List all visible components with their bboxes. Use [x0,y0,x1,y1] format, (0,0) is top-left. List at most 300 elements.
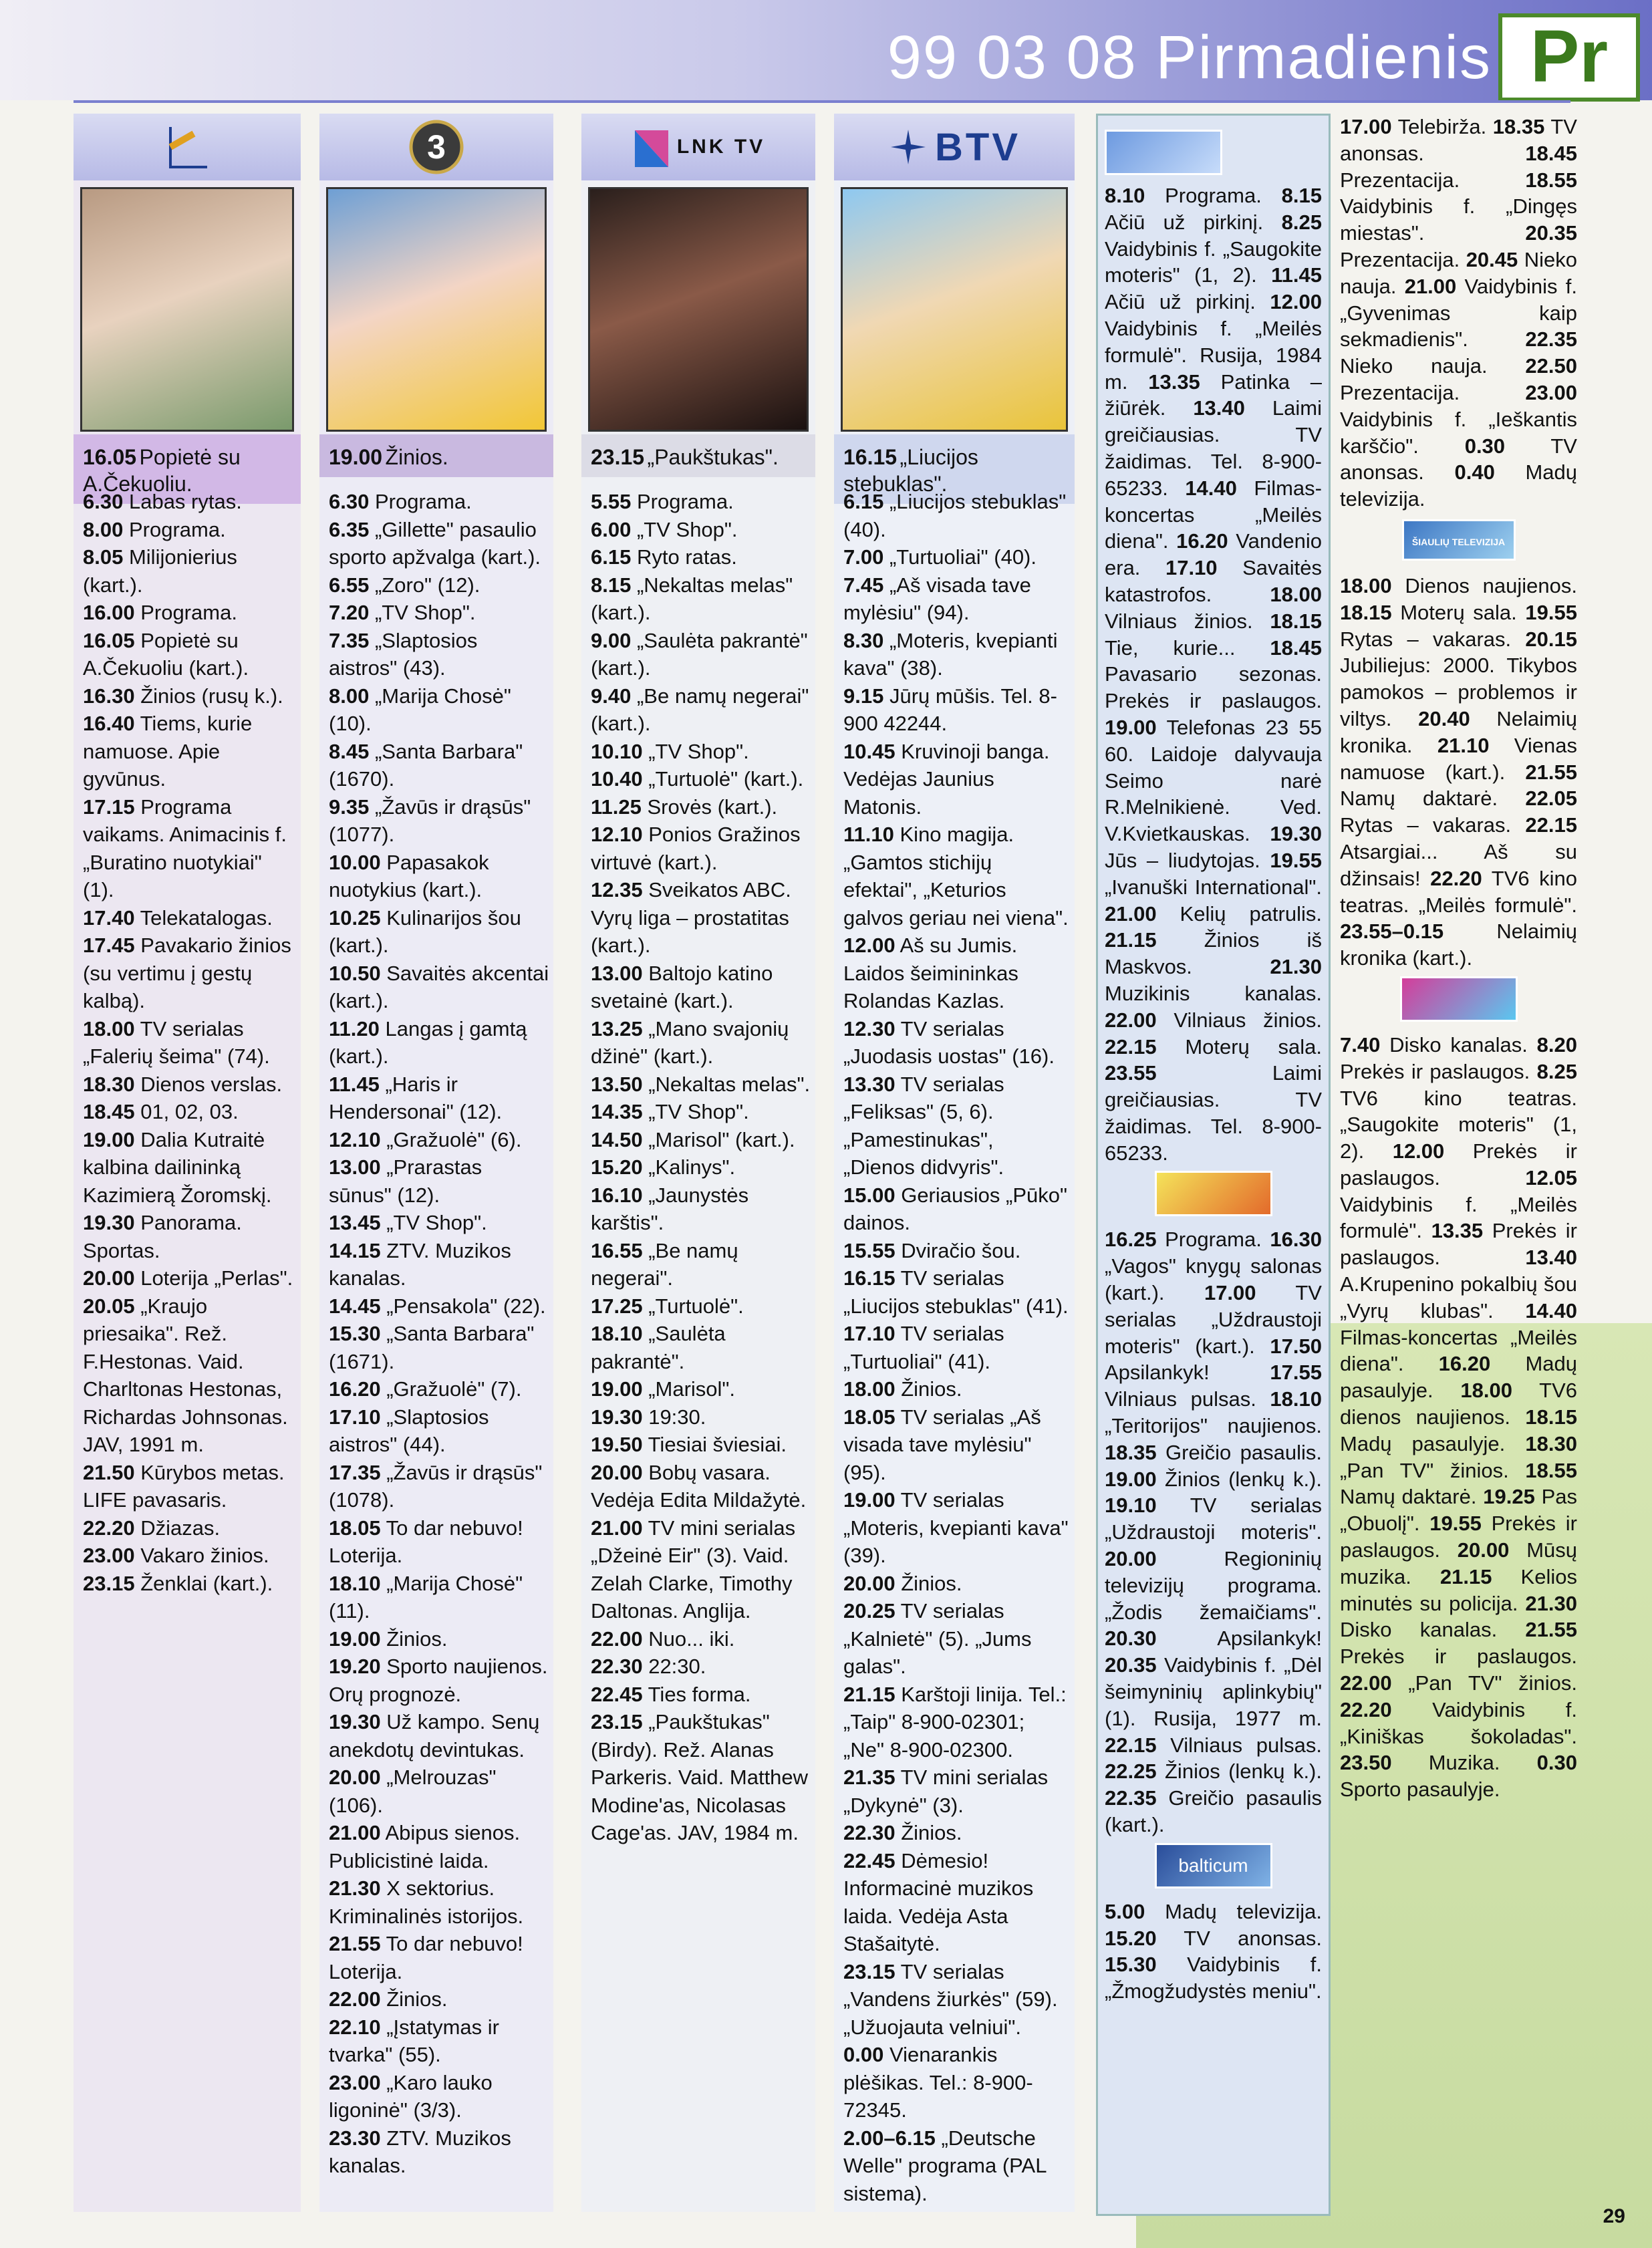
entry-time: 17.25 [591,1294,643,1318]
schedule-entry [329,1403,549,1459]
schedule-entry [1105,1900,1322,1923]
schedule-entry [329,1874,549,1930]
entry-time: 10.10 [591,739,643,763]
schedule-entry [843,543,1071,571]
schedule-entry [83,627,297,682]
entry-time: 17.10 [329,1405,381,1429]
schedule-entry [591,1320,811,1375]
entry-time: 21.30 [329,1876,381,1900]
entry-title: Dalia Kutraitė kalbina dailininką Kazimierą Žoromskį. [83,1127,272,1207]
page-title: 99 03 08 Pirmadienis [887,23,1492,92]
entry-title: „Gražuolė" (7). [386,1377,522,1401]
balticum-logo [1105,1845,1322,1886]
schedule-entry [329,1514,549,1570]
entry-title: „TV Shop". [648,739,749,763]
entry-title: Aš su Jumis. Laidos šeimininkas Rolandas Kazlas. [843,934,1018,1012]
entry-time: 22.50 [1525,354,1577,378]
entry-title: „TV Shop". [374,601,476,624]
entry-time: 17.35 [329,1460,381,1484]
entry-time: 20.00 [1457,1538,1510,1562]
entry-time: 18.30 [83,1072,135,1096]
entry-title: Ponios Gražinos virtuvė (kart.). [591,823,801,874]
entry-title: „Be namų negerai". [591,1238,738,1290]
entry-time: 16.10 [591,1183,643,1207]
entry-time: 11.45 [329,1072,380,1096]
entry-time: 22.15 [1105,1034,1157,1059]
schedule-entry [1105,1953,1322,2003]
schedule-entry [591,960,811,1015]
entry-title: „Haris ir Hendersonai" (12). [329,1072,503,1123]
entry-time: 20.00 [329,1766,381,1789]
btv-star-icon [888,127,928,167]
lead-time: 23.15 [591,445,645,469]
entry-title: Vilniaus pulsas. [1105,1387,1256,1411]
entry-time: 12.05 [1525,1165,1577,1189]
entry-title: Telebirža. [1397,115,1487,138]
schedule-entry [843,1597,1071,1681]
schedule-entry [1340,920,1577,970]
entry-time: 8.15 [1281,184,1322,207]
entry-time: 20.00 [843,1571,896,1595]
entry-title: „Liucijos stebuklas" (40). [843,490,1067,541]
entry-title: Vaidybinis f. „Meilės formulė". [1340,1192,1577,1243]
schedule-entry [591,793,811,821]
balticum-schedule-a [1105,1899,1322,2005]
schedule-entry [329,1459,549,1514]
entry-title: ZTV. Muzikos kanalas. [329,1238,511,1290]
entry-title: Telekatalogas. [140,905,273,930]
entry-title: Jūrų mūšis. Tel. 8-900 42244. [843,684,1057,735]
schedule-entry [1105,184,1262,207]
entry-time: 18.15 [1340,600,1392,624]
entry-title: TV serialas „Feliksas" (5, 6). „Pamestinukas", „Dienos didvyris". [843,1072,1004,1179]
entry-title: Madų pasaulyje. [1340,1352,1577,1403]
schedule-entry [843,1320,1071,1375]
schedule-entry [83,1098,297,1126]
entry-time: 7.45 [843,573,884,597]
entry-time: 20.00 [1105,1547,1157,1571]
entry-time: 8.30 [843,628,884,652]
schedule-entry [843,1570,1071,1598]
channel-ltv [74,114,301,2212]
schedule-entry [83,599,297,627]
vilniaus-tv-logo-icon [1105,132,1222,173]
entry-title: X sektorius. Kriminalinės istorijos. [329,1876,524,1928]
entry-time: 18.55 [1525,1458,1577,1482]
schedule-entry [591,821,811,876]
entry-time: 16.20 [329,1377,381,1401]
entry-time: 16.00 [83,601,135,624]
schedule-entry [1105,1733,1322,1757]
entry-time: 10.25 [329,905,381,930]
entry-time: 7.40 [1340,1032,1381,1057]
entry-title: Filmas-koncertas „Meilės diena". [1105,476,1322,553]
balticum-logo-text: balticum [1155,1843,1272,1888]
entry-time: 13.30 [843,1072,896,1096]
entry-title: „Prarastas sūnus" (12). [329,1155,483,1207]
lead-program [319,434,553,477]
entry-time: 20.25 [843,1599,896,1623]
balticum-schedule-b [1340,114,1577,513]
entry-title: Geriausios „Pūko" dainos. [843,1183,1067,1234]
entry-title: 22:30. [648,1655,706,1678]
entry-title: Programa. [1165,1228,1262,1252]
entry-time: 13.00 [329,1155,381,1179]
schedule-entry [843,932,1071,1015]
entry-time: 19.25 [1483,1485,1535,1509]
schedule-entry [329,1764,549,1819]
entry-title: Pavakario žinios (su vertimu į gestų kalbą). [83,934,291,1012]
entry-time: 18.15 [1525,1405,1577,1429]
entry-title: Loterija „Perlas". [140,1266,293,1290]
entry-title: Vakaro žinios. [140,1544,269,1567]
entry-time: 12.30 [843,1016,896,1040]
schedule-entry [329,1015,549,1071]
schedule-entry [329,516,549,571]
entry-title: Prekės ir paslaugos. [1340,1059,1530,1083]
entry-time: 20.35 [1525,221,1577,245]
entry-time: 16.30 [83,684,135,708]
schedule-stack [1098,182,1329,2005]
schedule-entry [329,1653,549,1708]
entry-title: Apsilankyk! [1105,1361,1210,1385]
schedule-entry [591,765,811,793]
schedule-entry [83,932,297,1015]
schedule-entry [1105,902,1322,926]
schedule-entry [591,1514,811,1625]
schedule-entry [1105,1786,1322,1836]
entry-time: 22.00 [1340,1671,1392,1695]
schedule-entry [591,543,811,571]
entry-time: 15.30 [329,1322,381,1345]
schedule-entry [843,682,1071,738]
entry-time: 21.00 [591,1516,643,1540]
entry-title: „Marisol" (kart.). [648,1127,795,1151]
schedule-entry [329,1570,549,1625]
schedule-entry [83,488,297,516]
entry-title: „Saulėta pakrantė". [591,1322,726,1373]
schedule-entry [843,738,1071,821]
channel-column-6 [1340,114,1577,2212]
schedule-entry [329,849,549,904]
entry-title: Dviračio šou. [901,1238,1021,1262]
entry-title: Baltojo katino svetainė (kart.). [591,961,773,1012]
schedule-entry [1340,115,1486,138]
entry-title: Bobų vasara. Vedėja Edita Mildažytė. [591,1460,807,1512]
entry-time: 7.35 [329,628,370,652]
schedule-entry [1340,574,1577,597]
entry-time: 8.25 [1281,210,1322,234]
entry-time: 0.00 [843,2043,884,2066]
schedule-entry [329,488,549,516]
entry-time: 22.00 [329,1987,381,2011]
entry-title: „Gillette" pasaulio sporto apžvalga (kart.). [329,517,541,569]
entry-title: „Žavūs ir drąsūs" (1078). [329,1460,543,1512]
entry-time: 19.55 [1270,848,1322,872]
entry-title: ZTV. Muzikos kanalas. [329,2126,511,2177]
schedule-entry [843,1486,1071,1570]
channel-lnk [581,114,815,2212]
entry-title: „Gražuolė" (6). [386,1127,522,1151]
entry-time: 10.40 [591,767,643,791]
schedule-entry [843,627,1071,682]
entry-time: 22.30 [591,1655,643,1678]
entry-title: Vaidybinis f. „Ieškantis karščio". [1340,407,1577,458]
lnk-logo-text: LNK TV [676,136,766,158]
schedule-entry [329,2013,549,2069]
entry-time: 9.15 [843,684,884,708]
entry-title: Vaidybinis f. „Dingęs miestas". [1340,194,1577,245]
entry-time: 15.00 [843,1183,896,1207]
entry-title: Programa. [140,601,237,624]
entry-title: Vaidybinis f. „Meilės formulė". Rusija, 1984 m. [1105,316,1322,394]
entry-title: Atsargiai... Aš su džinsais! [1340,839,1577,890]
entry-time: 14.15 [329,1238,381,1262]
entry-title: Nieko nauja. [1340,247,1577,298]
entry-title: „Įstatymas ir tvarka" (55). [329,2015,499,2066]
entry-time: 23.15 [83,1571,135,1595]
entry-title: Žinios. [386,1627,448,1651]
entry-time: 18.05 [843,1405,896,1429]
entry-time: 20.40 [1418,706,1470,730]
entry-title: Ačiū už pirkinį. [1105,290,1256,314]
entry-title: Milijonierius (kart.). [83,545,237,597]
schedule-entry [83,904,297,932]
schedule-entry [1105,1627,1322,1650]
channel-11-logo-icon [1105,1173,1322,1214]
entry-time: 23.55–0.15 [1340,920,1444,944]
entry-time: 22.10 [329,2015,381,2039]
entry-time: 19.00 [591,1377,643,1401]
entry-time: 20.00 [591,1460,643,1484]
entry-time: 0.30 [1536,1751,1577,1775]
schedule-entry [83,1071,297,1099]
schedule-entry [591,571,811,627]
entry-time: 20.05 [83,1294,135,1318]
entry-title: Džiazas. [140,1516,221,1540]
entry-time: 16.55 [591,1238,643,1262]
entry-title: Laimi greičiausias. TV žaidimas. Tel. 8-900-65233. [1105,396,1322,500]
entry-time: 8.00 [83,517,124,541]
schedule-entry [329,738,549,793]
entry-title: „TV Shop". [386,1211,487,1234]
entry-time: 8.25 [1536,1059,1577,1083]
btv-logo-text: BTV [935,125,1020,169]
schedule-entry [843,1819,1071,1847]
btv-logo [834,114,1075,180]
entry-title: Patinka – žiūrėk. [1105,370,1322,420]
entry-time: 22.00 [591,1627,643,1651]
entry-title: Kruvinoji banga. Vedėjas Jaunius Matonis. [843,739,1050,819]
entry-title: „Paukštukas" (Birdy). Rež. Alanas Parkeris. Vaid. Matthew Modine'as, Nicolasas Cage'as. JAV, 1984 m. [591,1710,809,1844]
entry-time: 18.00 [1270,582,1322,606]
entry-title: TV6 kino teatras. „Saugokite moteris" (1, 2). [1340,1086,1577,1163]
schedule-entry [329,1708,549,1764]
schedule-entry [843,2124,1071,2208]
entry-time: 18.45 [83,1100,135,1123]
schedule-list [83,488,297,1597]
entry-title: Dienos verslas. [140,1072,283,1096]
entry-title: Muzikinis kanalas. [1105,981,1322,1005]
entry-title: Tiesiai šviesiai. [648,1433,787,1456]
entry-title: Langas į gamtą (kart.). [329,1016,527,1068]
entry-time: 13.00 [591,961,643,985]
entry-time: 22.15 [1525,813,1577,837]
entry-time: 22.35 [1525,327,1577,352]
entry-title: „Marisol". [648,1377,736,1401]
entry-title: TV serialas „Liucijos stebuklas" (41). [843,1266,1069,1318]
entry-title: Mūsų muzika. [1340,1538,1577,1588]
entry-time: 18.15 [1270,609,1322,633]
vtv-schedule [1105,182,1322,1166]
schedule-entry [1105,1228,1262,1251]
entry-title: Vaidybinis f. „Žmogžudystės meniu". [1105,1953,1322,2003]
entry-time: 13.50 [591,1072,643,1096]
entry-time: 23.15 [843,1959,896,1983]
schedule-entry [1340,601,1517,624]
lead-program [581,434,815,477]
entry-time: 18.10 [1270,1387,1322,1411]
entry-time: 7.00 [843,545,884,569]
entry-title: Disko kanalas. [1340,1618,1498,1642]
siauliu-schedule [1340,573,1577,972]
entry-title: Madų pasaulyje. [1340,1431,1506,1455]
entry-time: 16.40 [83,712,135,735]
entry-title: 01, 02, 03. [140,1100,239,1123]
entry-title: TV anonsas. [1340,434,1577,484]
entry-time: 21.00 [1404,274,1457,298]
entry-title: Programa vaikams. Animacinis f. „Buratino nuotykiai" (1). [83,795,287,901]
entry-title: Programa. [1165,184,1262,207]
entry-time: 17.55 [1270,1361,1322,1385]
entry-title: Jūs – liudytojas. [1105,848,1260,872]
entry-title: Greičio pasaulis (kart.). [1105,1786,1322,1837]
schedule-entry [591,1015,811,1071]
entry-title: Programa. [636,490,734,513]
entry-time: 20.15 [1525,627,1577,651]
entry-title: Moterų sala. [1185,1034,1322,1059]
entry-time: 23.30 [329,2126,381,2150]
entry-time: 5.00 [1105,1899,1145,1923]
schedule-entry [329,1209,549,1237]
entry-time: 15.55 [843,1238,896,1262]
schedule-entry [83,1459,297,1514]
entry-title: Žinios iš Maskvos. [1105,928,1322,979]
entry-time: 6.15 [843,490,884,513]
entry-title: Greičio pasaulis. [1165,1440,1322,1464]
schedule-entry [843,2041,1071,2124]
entry-title: Kelių patrulis. [1180,901,1322,926]
entry-title: „Žavūs ir drąsūs" (1077). [329,795,531,846]
entry-title: „Marija Chosė" (10). [329,684,511,735]
schedule-entry [1105,1035,1322,1059]
entry-title: Prekės ir paslaugos. [1340,1219,1577,1270]
entry-time: 16.25 [1105,1228,1157,1252]
entry-time: 11.45 [1271,263,1322,287]
entry-title: TV mini serialas „Džeinė Eir" (3). Vaid. Zelah Clarke, Timothy Daltonas. Anglija. [591,1516,796,1623]
schedule-entry [1340,1671,1577,1695]
lead-title: Popietė su A.Čekuoliu. [83,445,241,496]
schedule-entry [1105,1008,1322,1032]
entry-time: 13.45 [329,1211,381,1234]
schedule-entry [1105,1494,1322,1544]
entry-time: 23.00 [83,1544,135,1567]
entry-time: 14.50 [591,1127,643,1151]
schedule-entry [591,1098,811,1126]
entry-time: 22.30 [843,1821,896,1844]
entry-title: Nelaimių kronika. [1340,706,1577,757]
entry-time: 21.00 [329,1821,381,1844]
entry-title: „Slaptosios aistros" (43). [329,628,478,680]
schedule-entry [1340,1698,1577,1748]
entry-title: „TV Shop". [636,517,738,541]
entry-time: 12.10 [591,823,643,846]
entry-time: 6.35 [329,517,370,541]
entry-time: 16.05 [83,628,135,652]
lead-time: 16.05 [83,445,137,469]
entry-time: 23.00 [1525,380,1577,404]
schedule-entry [591,1403,811,1431]
schedule-entry [591,876,811,960]
entry-time: 18.45 [1525,141,1577,165]
entry-time: 22.25 [1105,1760,1157,1784]
entry-time: 13.25 [591,1016,643,1040]
entry-time: 19.30 [83,1211,135,1234]
entry-time: 8.00 [329,684,370,708]
entry-time: 14.40 [1525,1298,1577,1322]
entry-title: Regioninių televizijų programa. „Žodis žemaičiams". [1105,1547,1322,1624]
schedule-entry [591,1237,811,1292]
program-photo [80,187,294,432]
entry-time: 23.00 [329,2070,381,2094]
entry-title: Ties forma. [648,1682,751,1706]
schedule-entry [591,1459,811,1514]
entry-title: „Mano svajonių džinė" (kart.). [591,1016,789,1068]
entry-time: 17.10 [1165,556,1218,580]
schedule-entry [591,1292,811,1320]
entry-time: 6.55 [329,573,370,597]
schedule-entry [83,1292,297,1459]
entry-time: 23.55 [1105,1061,1157,1085]
entry-time: 12.10 [329,1127,381,1151]
entry-time: 10.00 [329,850,381,874]
entry-title: Žinios. [386,1987,448,2011]
entry-title: Namų daktarė. [1340,787,1498,811]
entry-title: „TV Shop". [648,1100,749,1123]
entry-time: 12.00 [843,934,896,957]
entry-title: Vaidybinis f. „Gyvenimas kaip sekmadienis". [1340,274,1577,352]
entry-title: Sveikatos ABC. Vyrų liga – prostatitas (kart.). [591,878,791,957]
entry-time: 21.55 [329,1932,381,1955]
entry-title: Pavasario sezonas. Prekės ir paslaugos. [1105,662,1322,713]
entry-title: Nuo... iki. [648,1627,735,1651]
entry-time: 21.10 [1437,733,1490,757]
entry-time: 9.40 [591,684,632,708]
schedule-entry [329,960,549,1015]
entry-title: Filmas-koncertas „Meilės diena". [1340,1325,1577,1376]
schedule-entry [591,1181,811,1237]
entry-title: Muzika. [1428,1751,1500,1775]
lead-title: „Paukštukas". [647,445,779,469]
schedule-list [329,488,549,2180]
schedule-entry [83,1126,297,1210]
entry-time: 23.15 [591,1710,643,1733]
entry-title: Kūrybos metas. LIFE pavasaris. [83,1460,285,1512]
schedule-entry [1105,1760,1322,1783]
schedule-entry [1105,1467,1322,1491]
entry-title: Ženklai (kart.). [140,1571,273,1595]
schedule-entry [329,2124,549,2180]
